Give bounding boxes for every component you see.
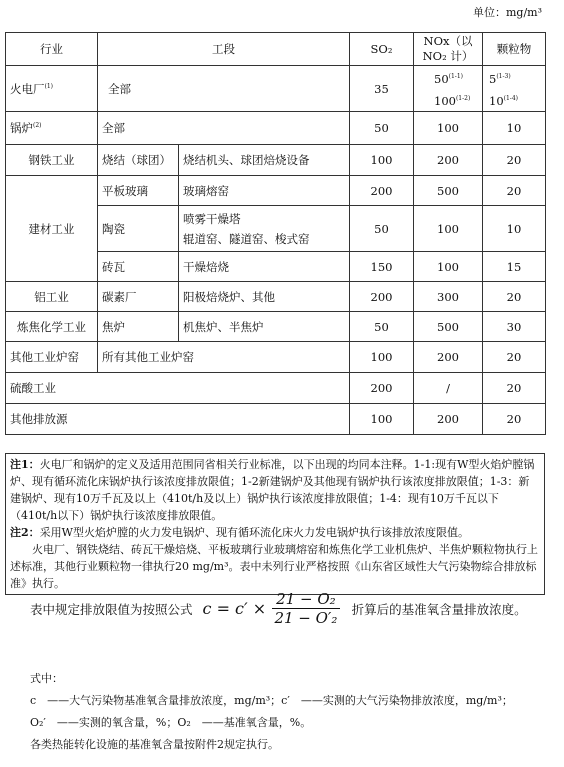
so2-cell: 50	[350, 112, 414, 145]
industry-cell: 其他排放源	[6, 404, 350, 435]
industry-cell: 炼焦化学工业	[6, 312, 98, 342]
header-industry: 行业	[6, 33, 98, 66]
table-notes	[5, 453, 545, 595]
process-cell: 干燥焙烧	[179, 252, 350, 282]
table-row	[6, 66, 546, 112]
table-row	[6, 373, 546, 404]
pm-cell: 5$^{(1-3)}$ 10$^{(1-4)}$	[483, 66, 546, 112]
industry-cell: 锅炉$^{(2)}$	[6, 112, 98, 145]
unit-label: 单位：mg/m³	[472, 6, 542, 19]
industry-cell: 建材工业	[6, 176, 98, 282]
so2-cell: 50	[350, 206, 414, 252]
table-row	[6, 176, 546, 206]
formula-numerator: 21 − O₂	[272, 590, 340, 609]
section-cell: 全部	[98, 112, 350, 145]
nox-cell: 50$^{(1-1)}$ 100$^{(1-2)}$	[414, 66, 483, 112]
nox-cell: /	[414, 373, 483, 404]
formula-legend	[30, 668, 550, 756]
header-section: 工段	[98, 33, 350, 66]
note-1: 注1：火电厂和锅炉的定义及适用范围同省相关行业标准，以下出现的均同本注释。1-1:现有W型火焰炉膛锅炉、现有循环流化床锅炉执行该浓度排放限值；1-2新建锅炉及其他现有锅炉执行该浓度排放限值；1-3：新建锅炉、现有10万千瓦及以上（410t/h及以上）锅炉执行该浓度排放限值；1-4：现有10万千瓦以下（410t/h以下）锅炉执行该浓度排放限值。	[10, 458, 535, 522]
table-row	[6, 112, 546, 145]
so2-cell: 100	[350, 342, 414, 373]
pm-cell: 20	[483, 145, 546, 176]
formula-fraction	[272, 590, 340, 627]
so2-cell: 200	[350, 176, 414, 206]
pm-cell: 20	[483, 282, 546, 312]
nox-cell: 100	[414, 112, 483, 145]
so2-cell: 100	[350, 404, 414, 435]
so2-cell: 50	[350, 312, 414, 342]
process-cell: 喷雾干燥塔 辊道窑、隧道窑、梭式窑	[179, 206, 350, 252]
formula-lhs: c = c′ ×	[202, 599, 267, 618]
header-pm: 颗粒物	[483, 33, 546, 66]
formula-pre: 表中规定排放限值为按照公式	[30, 601, 193, 617]
header-row	[6, 33, 546, 66]
section-cell: 平板玻璃	[98, 176, 179, 206]
industry-cell: 钢铁工业	[6, 145, 98, 176]
where-line-3: 各类热能转化设施的基准氧含量按附件2规定执行。	[30, 738, 279, 751]
nox-cell: 200	[414, 145, 483, 176]
pm-cell: 20	[483, 176, 546, 206]
note-2: 注2：采用W型火焰炉膛的火力发电锅炉、现有循环流化床火力发电锅炉执行该排放浓度限值。	[10, 526, 469, 539]
process-cell: 玻璃熔窑	[179, 176, 350, 206]
section-cell: 所有其他工业炉窑	[98, 342, 350, 373]
industry-cell: 火电厂$^{(1)}$	[6, 66, 98, 112]
industry-cell: 其他工业炉窑	[6, 342, 98, 373]
emission-limits-table	[5, 32, 546, 435]
industry-cell: 铝工业	[6, 282, 98, 312]
nox-cell: 200	[414, 404, 483, 435]
table-row	[6, 282, 546, 312]
note-3: 火电厂、钢铁烧结、砖瓦干燥焙烧、平板玻璃行业玻璃熔窑和炼焦化学工业机焦炉、半焦炉颗粒物执行上述标准，其他行业颗粒物一律执行20 mg/m³。表中未列行业严格按照《山东省区域性大气污染物综合排放标准》执行。	[10, 543, 538, 590]
where-line-2: O₂′ ——实测的氧含量，%；O₂ ——基准氧含量，%。	[30, 716, 312, 729]
table-row	[6, 145, 546, 176]
pm-cell: 10	[483, 112, 546, 145]
industry-cell: 硫酸工业	[6, 373, 350, 404]
section-cell: 陶瓷	[98, 206, 179, 252]
so2-cell: 150	[350, 252, 414, 282]
pm-cell: 10	[483, 206, 546, 252]
section-cell: 全部	[98, 66, 350, 112]
where-title: 式中：	[30, 672, 63, 685]
formula-line	[30, 590, 527, 627]
table-row	[6, 404, 546, 435]
section-cell: 焦炉	[98, 312, 179, 342]
section-cell: 碳素厂	[98, 282, 179, 312]
formula-denominator: 21 − O′₂	[274, 609, 338, 627]
nox-cell: 500	[414, 312, 483, 342]
process-cell: 机焦炉、半焦炉	[179, 312, 350, 342]
so2-cell: 35	[350, 66, 414, 112]
process-cell: 烧结机头、球团焙烧设备	[179, 145, 350, 176]
nox-cell: 100	[414, 206, 483, 252]
pm-cell: 20	[483, 404, 546, 435]
nox-cell: 500	[414, 176, 483, 206]
pm-cell: 20	[483, 342, 546, 373]
so2-cell: 200	[350, 373, 414, 404]
table-row	[6, 312, 546, 342]
section-cell: 砖瓦	[98, 252, 179, 282]
process-cell: 阳极焙烧炉、其他	[179, 282, 350, 312]
header-so2: SO₂	[350, 33, 414, 66]
section-cell: 烧结（球团）	[98, 145, 179, 176]
formula-post: 折算后的基准氧含量排放浓度。	[351, 601, 527, 617]
header-nox: NOx（以 NO₂ 计）	[414, 33, 483, 66]
so2-cell: 100	[350, 145, 414, 176]
nox-cell: 300	[414, 282, 483, 312]
nox-cell: 100	[414, 252, 483, 282]
nox-cell: 200	[414, 342, 483, 373]
pm-cell: 15	[483, 252, 546, 282]
where-line-1: c ——大气污染物基准氧含量排放浓度，mg/m³；c′ ——实测的大气污染物排放浓度，mg/m³；	[30, 694, 513, 707]
pm-cell: 30	[483, 312, 546, 342]
table-row	[6, 342, 546, 373]
so2-cell: 200	[350, 282, 414, 312]
pm-cell: 20	[483, 373, 546, 404]
